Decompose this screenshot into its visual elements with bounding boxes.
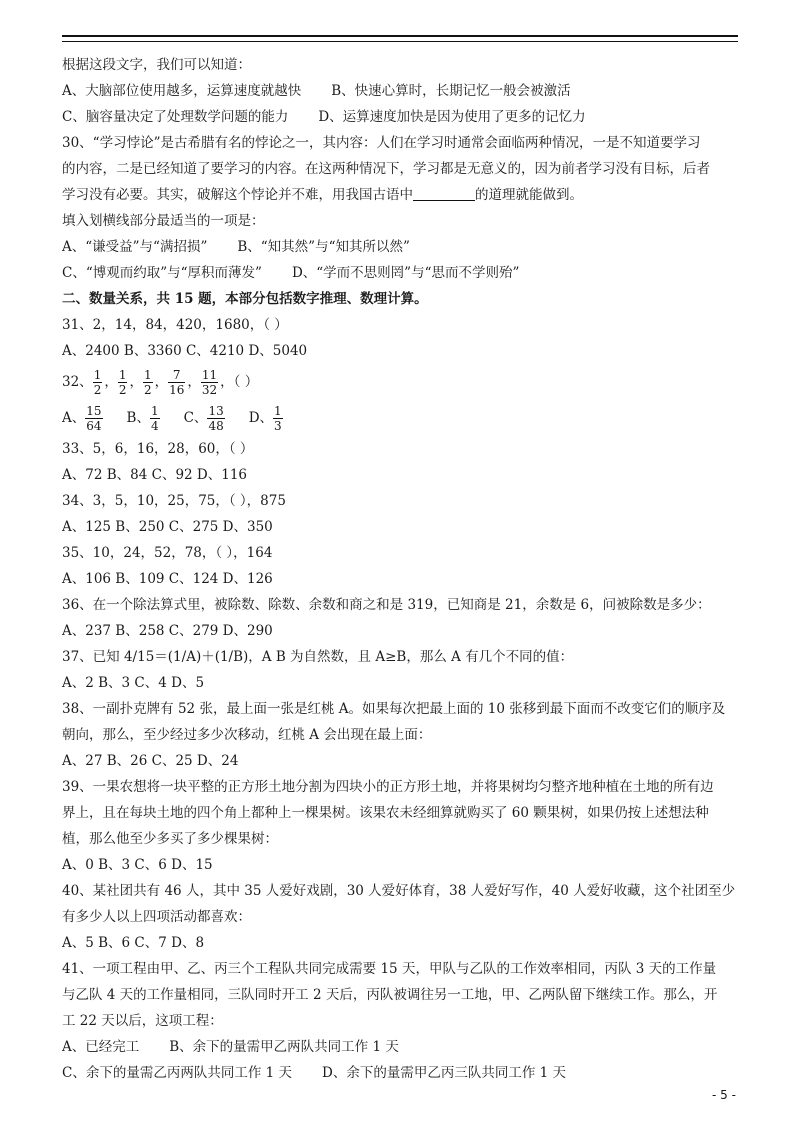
fraction-denominator: 2 xyxy=(143,383,152,397)
fraction-numerator: 15 xyxy=(86,404,102,418)
question-31: 31、2，14，84，420，1680，（ ） xyxy=(62,317,288,333)
fraction xyxy=(201,368,218,397)
option-a: A、“谦受益”与“满招损” xyxy=(62,239,208,255)
fraction-numerator: 7 xyxy=(168,368,185,383)
option-d: D、运算速度加快是因为使用了更多的记忆力 xyxy=(318,109,586,125)
option-c: C、余下的量需乙丙两队共同工作 1 天 xyxy=(62,1065,293,1081)
page-content xyxy=(62,52,744,1086)
question-39-line: 植，那么他至少多买了多少棵果树： xyxy=(62,831,278,847)
question-38-line: 朝向，那么，至少经过多少次移动，红桃 A 会出现在最上面： xyxy=(62,727,432,743)
text-line: 根据这段文字，我们可以知道： xyxy=(62,57,251,73)
option-label: B、 xyxy=(126,410,150,426)
instruction-line: 填入划横线部分最适当的一项是： xyxy=(62,213,265,229)
fraction-denominator: 3 xyxy=(274,419,282,433)
question-32-blank: （ ） xyxy=(233,374,259,390)
option-a: A、大脑部位使用越多，运算速度就越快 xyxy=(62,83,302,99)
question-32-sequence xyxy=(93,368,234,397)
fraction xyxy=(150,404,160,433)
fraction xyxy=(85,404,102,433)
option-label: A、 xyxy=(62,410,86,426)
question-39-line: 界上，且在每块土地的四个角上都种上一棵果树。该果农未经细算就购买了 60 颗果树，如果仍按上述想法种 xyxy=(62,805,709,821)
section-heading: 二、数量关系，共 15 题，本部分包括数字推理、数理计算。 xyxy=(62,291,428,307)
option-label: C、 xyxy=(183,410,208,426)
fraction-denominator: 2 xyxy=(93,383,102,397)
fraction xyxy=(143,368,153,397)
fill-blank xyxy=(413,186,475,201)
option-b: B、“知其然”与“知其所以然” xyxy=(237,239,410,255)
question-32-options xyxy=(62,400,744,436)
question-39-line: 39、一果农想将一块平整的正方形土地分割为四块小的正方形土地，并将果树均匀整齐地种植在土地的所有边 xyxy=(62,779,714,795)
option-label: D、 xyxy=(248,410,274,426)
question-33-options: A、72 B、84 C、92 D、116 xyxy=(62,467,247,483)
separator: ， xyxy=(129,374,143,390)
option-b: B、余下的量需甲乙两队共同工作 1 天 xyxy=(169,1039,399,1055)
question-41-line: 工 22 天以后，这项工程： xyxy=(62,1013,223,1029)
fraction-denominator: 64 xyxy=(86,419,102,433)
fraction-numerator: 1 xyxy=(118,368,127,382)
option-line xyxy=(62,104,744,130)
option-line xyxy=(62,1060,744,1086)
question-30-line: 30、“学习悖论”是古希腊有名的悖论之一，其内容：人们在学习时通常会面临两种情况，一是不知道要学习 xyxy=(62,135,701,151)
option-line xyxy=(62,1034,744,1060)
question-30-line xyxy=(62,182,744,208)
option-line xyxy=(62,260,744,286)
fraction-numerator: 1 xyxy=(150,404,159,418)
question-33: 33、5，6，16，28，60，（ ） xyxy=(62,441,254,457)
page-number: - 5 - xyxy=(712,1088,736,1102)
option-c: C、脑容量决定了处理数学问题的能力 xyxy=(62,109,289,125)
question-34: 34、3，5，10，25，75，（ ），875 xyxy=(62,493,286,509)
header-rule-thin xyxy=(62,41,738,42)
separator: ， xyxy=(220,374,234,390)
option-d: D、余下的量需甲乙丙三队共同工作 1 天 xyxy=(322,1065,567,1081)
question-40-options: A、5 B、6 C、7 D、8 xyxy=(62,935,205,951)
header-rule-thick xyxy=(62,35,738,37)
fraction-numerator: 1 xyxy=(274,404,282,418)
question-32-label: 32、 xyxy=(62,374,93,390)
separator: ， xyxy=(187,374,201,390)
question-32 xyxy=(62,364,744,400)
fraction xyxy=(93,368,103,397)
question-39-options: A、0 B、3 C、6 D、15 xyxy=(62,857,213,873)
fraction xyxy=(168,368,185,397)
question-31-options: A、2400 B、3360 C、4210 D、5040 xyxy=(62,343,308,359)
question-41-line: 41、一项工程由甲、乙、丙三个工程队共同完成需要 15 天，甲队与乙队的工作效率相同，丙队 3 天的工作量 xyxy=(62,961,717,977)
question-34-options: A、125 B、250 C、275 D、350 xyxy=(62,519,273,535)
fraction-denominator: 32 xyxy=(201,383,218,397)
option-line xyxy=(62,234,744,260)
fraction-denominator: 2 xyxy=(118,383,127,397)
fraction-denominator: 16 xyxy=(169,383,185,397)
option-line xyxy=(62,78,744,104)
fraction-numerator: 1 xyxy=(93,368,102,382)
question-38-options: A、27 B、26 C、25 D、24 xyxy=(62,753,239,769)
fraction xyxy=(207,404,224,433)
fraction-numerator: 11 xyxy=(201,368,218,382)
separator: ， xyxy=(104,374,118,390)
fraction-numerator: 13 xyxy=(208,404,224,418)
question-40-line: 40、某社团共有 46 人，其中 35 人爱好戏剧，30 人爱好体育，38 人爱好写作，40 人爱好收藏，这个社团至少 xyxy=(62,883,736,899)
option-d: D、“学而不思则罔”与“思而不学则殆” xyxy=(291,265,520,281)
fraction xyxy=(273,404,283,433)
fraction-denominator: 48 xyxy=(208,419,224,433)
fraction-numerator: 1 xyxy=(143,368,152,382)
question-40-line: 有多少人以上四项活动都喜欢： xyxy=(62,909,251,925)
option-c: C、“博观而约取”与“厚积而薄发” xyxy=(62,265,262,281)
question-41-line: 与乙队 4 天的工作量相同，三队同时开工 2 天后，丙队被调往另一工地，甲、乙两队留下继续工作。那么，开 xyxy=(62,987,718,1003)
separator: ， xyxy=(154,374,169,390)
question-30-text: 学习没有必要。其实，破解这个悖论并不难，用我国古语中 xyxy=(62,187,413,203)
question-36-options: A、237 B、258 C、279 D、290 xyxy=(62,623,273,639)
question-37: 37、已知 4/15＝(1/A)＋(1/B)，A B 为自然数，且 A≥B，那么 A 有几个不同的值： xyxy=(62,649,574,665)
option-b: B、快速心算时，长期记忆一般会被激活 xyxy=(331,83,571,99)
question-36: 36、在一个除法算式里，被除数、除数、余数和商之和是 319，已知商是 21，余数是 6，问被除数是多少： xyxy=(62,597,711,613)
fraction-denominator: 4 xyxy=(150,419,159,433)
question-30-line: 的内容，二是已经知道了要学习的内容。在这两种情况下，学习都是无意义的，因为前者学习没有目标，后者 xyxy=(62,161,710,177)
question-30-text: 的道理就能做到。 xyxy=(475,187,583,203)
option-a: A、已经完工 xyxy=(62,1039,140,1055)
question-35: 35、10，24，52，78，（ ），164 xyxy=(62,545,273,561)
question-35-options: A、106 B、109 C、124 D、126 xyxy=(62,571,273,587)
question-37-options: A、2 B、3 C、4 D、5 xyxy=(62,675,205,691)
question-38-line: 38、一副扑克牌有 52 张，最上面一张是红桃 A。如果每次把最上面的 10 张移到最下面而不改变它们的顺序及 xyxy=(62,701,726,717)
fraction xyxy=(118,368,128,397)
